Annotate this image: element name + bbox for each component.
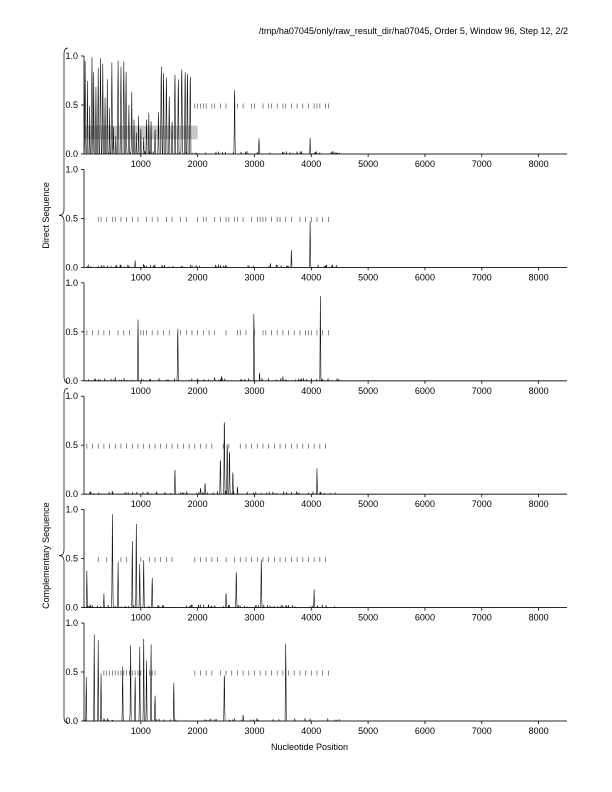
x-tick-label: 8000 (528, 726, 549, 736)
y-tick-label: 0.5 (65, 100, 78, 110)
group-label: Complementary Sequence (41, 502, 51, 609)
y-tick-label: 1.0 (65, 618, 78, 628)
series-line (84, 296, 567, 381)
y-tick-label: 0.0 (65, 489, 78, 500)
y-tick-label: 1.0 (65, 504, 78, 515)
panel-3 (65, 278, 567, 396)
y-tick-label: 0.5 (65, 213, 78, 224)
x-tick-label: 6000 (414, 385, 435, 396)
series-line (84, 221, 567, 267)
panel-4 (65, 391, 567, 509)
x-tick-label: 2000 (187, 499, 208, 510)
x-tick-label: 3000 (244, 726, 265, 736)
y-tick-label: 0.0 (65, 375, 78, 386)
x-tick-label: 1000 (130, 385, 151, 396)
x-tick-label: 5000 (358, 726, 379, 736)
x-tick-label: 8000 (528, 159, 549, 169)
x-tick-label: 1000 (130, 272, 151, 283)
x-tick-label: 1000 (130, 499, 151, 510)
panel-1 (65, 51, 567, 169)
y-tick-label: 0.0 (65, 716, 78, 726)
x-tick-label: 2000 (187, 272, 208, 283)
x-axis-title: Nucleotide Position (270, 742, 349, 752)
y-tick-label: 0.5 (65, 440, 78, 451)
x-tick-label: 3000 (244, 272, 265, 283)
x-tick-label: 3000 (244, 385, 265, 396)
y-tick-label: 0.5 (65, 667, 78, 677)
x-tick-label: 4000 (301, 159, 322, 169)
y-tick-label: 0.0 (65, 149, 78, 159)
series-line (84, 635, 567, 721)
y-tick-label: 1.0 (65, 277, 78, 288)
x-tick-label: 4000 (301, 726, 322, 736)
x-tick-label: 3000 (244, 499, 265, 510)
x-tick-label: 7000 (471, 612, 492, 623)
group-label: Direct Sequence (41, 182, 51, 249)
x-tick-label: 5000 (358, 499, 379, 510)
y-tick-label: 0.0 (65, 262, 78, 273)
x-tick-label: 8000 (528, 612, 549, 623)
x-tick-label: 1000 (130, 612, 151, 623)
panel-5 (65, 505, 567, 623)
x-tick-label: 5000 (358, 385, 379, 396)
x-tick-label: 7000 (471, 272, 492, 283)
x-tick-label: 3000 (244, 159, 265, 169)
x-tick-label: 1000 (130, 726, 151, 736)
panel-2 (65, 164, 567, 282)
x-tick-label: 8000 (528, 499, 549, 510)
x-tick-label: 2000 (187, 159, 208, 169)
x-tick-label: 6000 (414, 612, 435, 623)
x-tick-label: 7000 (471, 726, 492, 736)
y-tick-label: 0.0 (65, 602, 78, 613)
x-tick-label: 5000 (358, 272, 379, 283)
x-tick-label: 6000 (414, 499, 435, 510)
x-tick-label: 5000 (358, 612, 379, 623)
x-tick-label: 4000 (301, 385, 322, 396)
panel-6 (65, 618, 567, 736)
x-tick-label: 2000 (187, 612, 208, 623)
y-tick-label: 1.0 (65, 391, 78, 402)
x-tick-label: 7000 (471, 159, 492, 169)
y-tick-label: 1.0 (65, 51, 78, 61)
y-tick-label: 0.5 (65, 326, 78, 337)
x-tick-label: 2000 (187, 385, 208, 396)
x-tick-label: 8000 (528, 272, 549, 283)
y-tick-label: 1.0 (65, 164, 78, 175)
x-tick-label: 4000 (301, 272, 322, 283)
x-tick-label: 2000 (187, 726, 208, 736)
file-path-header: /tmp/ha07045/only/raw_result_dir/ha07045, Order 5, Window 96, Step 12, 2/2 (258, 26, 568, 36)
x-tick-label: 6000 (414, 159, 435, 169)
x-tick-label: 3000 (244, 612, 265, 623)
x-tick-label: 1000 (130, 159, 151, 169)
x-tick-label: 7000 (471, 499, 492, 510)
x-tick-label: 6000 (414, 726, 435, 736)
x-tick-label: 4000 (301, 499, 322, 510)
x-tick-label: 6000 (414, 272, 435, 283)
x-tick-label: 7000 (471, 385, 492, 396)
x-tick-label: 4000 (301, 612, 322, 623)
series-line (84, 422, 567, 494)
x-tick-label: 5000 (358, 159, 379, 169)
x-tick-label: 8000 (528, 385, 549, 396)
y-tick-label: 0.5 (65, 553, 78, 564)
